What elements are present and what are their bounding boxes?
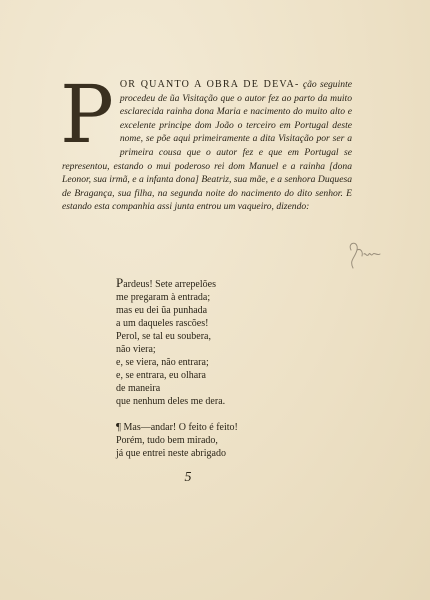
verse-line	[116, 276, 346, 291]
stanza-break	[116, 408, 346, 421]
verse-line: Perol, se tal eu soubera,	[116, 331, 211, 342]
verse-line: me pregaram à entrada;	[116, 292, 211, 303]
page-number: 5	[184, 470, 192, 485]
verse-line-text: Mas—andar! O feito é feito!	[123, 422, 238, 433]
verse-line: de maneira	[116, 383, 161, 394]
verse-line: já que entrei neste abrigado	[116, 448, 226, 459]
verse-line: não viera;	[116, 344, 156, 355]
handwritten-signature-icon	[345, 238, 385, 274]
drop-cap: P	[60, 68, 114, 161]
verse-line: a um daqueles rascões!	[116, 318, 209, 329]
opening-words: OR QUANTO A OBRA DE DEVA-	[119, 79, 300, 90]
verse-line-text: ardeus! Sete arrepelões	[123, 279, 216, 290]
intro-text: ção seguinte procedeu de ũa Visitação que o autor fez ao parto da muito esclarecida rainha dona Maria e nacimento do muito alto e excelente principe dom João o terceiro em Portugal deste nome, se põe aqui primeiramente a dita Visitação por ser a primeira cousa que o autor fez e que em Portugal se representou, estando o mui poderoso rei dom Manuel e a rainha [dona Leonor, sua irmã, e a infanta dona] Beatriz, sua mãe, e a senhora Duquesa de Bragança, sua filha, na segunda noite do nacimento do dito senhor. E estando esta companhia assi junta entrou um vaqueiro, dizendo:	[62, 79, 352, 213]
verse-line: Porém, tudo bem mirado,	[116, 435, 218, 446]
verse-line: que nenhum deles me dera.	[116, 396, 226, 407]
verse-line: e, se entrara, eu olhara	[116, 370, 206, 381]
verse-initial: P	[116, 275, 124, 290]
verse-line: e, se viera, não entrara;	[116, 357, 209, 368]
verse-block	[116, 276, 346, 460]
verse-line	[116, 421, 346, 434]
intro-paragraph	[60, 68, 352, 214]
verse-line: mas eu dei ũa punhada	[116, 305, 208, 316]
pilcrow-icon: ¶	[116, 421, 121, 433]
